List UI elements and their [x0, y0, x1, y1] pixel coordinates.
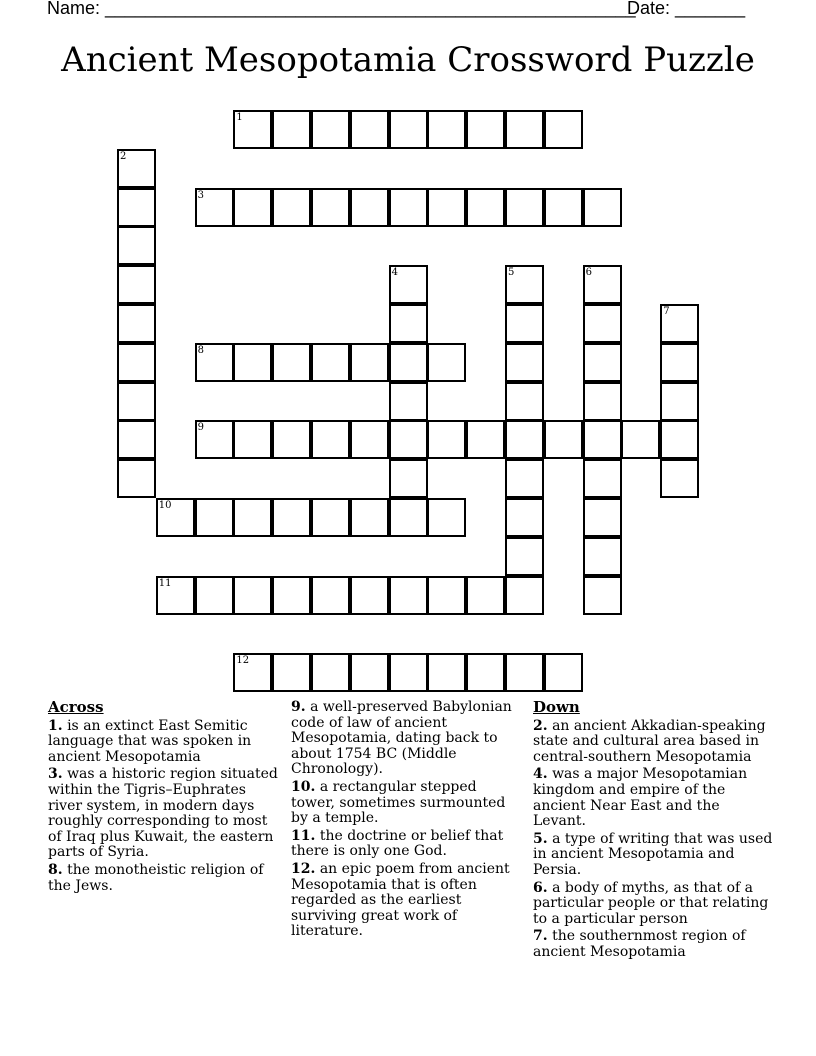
grid-cell[interactable]: [583, 420, 622, 459]
clue-number: 8.: [48, 861, 63, 878]
clue-text: a body of myths, as that of a particular people or that relating to a particular person: [533, 879, 769, 927]
clue-number: 6.: [533, 879, 548, 896]
grid-cell[interactable]: [427, 420, 466, 459]
grid-cell[interactable]: [621, 420, 660, 459]
grid-cell[interactable]: [505, 653, 544, 692]
grid-cell[interactable]: [350, 110, 389, 149]
clue-number: 9: [197, 422, 204, 434]
across-clue: [291, 829, 523, 860]
clue-number: 12.: [291, 860, 316, 877]
grid-cell[interactable]: [505, 343, 544, 382]
clue-number: 10: [158, 500, 172, 511]
grid-cell[interactable]: [427, 498, 466, 537]
grid-cell[interactable]: [505, 498, 544, 537]
grid-cell[interactable]: [117, 382, 156, 421]
grid-cell[interactable]: [660, 304, 699, 343]
grid-cell[interactable]: [583, 498, 622, 537]
grid-cell[interactable]: [350, 576, 389, 615]
grid-cell[interactable]: [156, 498, 195, 537]
down-clue: [533, 719, 773, 766]
clue-number: 11.: [291, 827, 316, 844]
page-title: Ancient Mesopotamia Crossword Puzzle: [61, 40, 755, 80]
grid-cell[interactable]: [389, 188, 428, 227]
grid-cell[interactable]: [466, 110, 505, 149]
grid-cell[interactable]: [427, 653, 466, 692]
across-clue: [291, 862, 523, 940]
down-clue: [533, 881, 773, 928]
clue-number: 4.: [533, 766, 548, 783]
grid-cell[interactable]: [233, 576, 272, 615]
grid-cell[interactable]: [389, 343, 428, 382]
grid-cell[interactable]: [505, 188, 544, 227]
grid-cell[interactable]: [583, 537, 622, 576]
down-heading: Down: [533, 698, 580, 716]
grid-cell[interactable]: [389, 653, 428, 692]
grid-cell[interactable]: [272, 498, 311, 537]
clue-text: is an extinct East Semitic language that was spoken in ancient Mesopotamia: [48, 717, 252, 765]
date-label: Date:: [627, 0, 671, 18]
grid-cell[interactable]: [311, 110, 350, 149]
down-clue: [533, 832, 773, 879]
across-clue: [48, 863, 280, 894]
clue-text: an epic poem from ancient Mesopotamia that is often regarded as the earliest surviving great work of literature.: [291, 860, 510, 940]
grid-cell[interactable]: [311, 188, 350, 227]
grid-cell[interactable]: [350, 653, 389, 692]
grid-cell[interactable]: [466, 188, 505, 227]
grid-cell[interactable]: [544, 420, 583, 459]
clue-text: was a major Mesopotamian kingdom and empire of the ancient Near East and the Levant.: [533, 766, 748, 830]
grid-cell[interactable]: [505, 382, 544, 421]
clue-number: 10.: [291, 778, 316, 795]
clue-number: 2: [120, 150, 127, 162]
grid-cell[interactable]: [466, 653, 505, 692]
across-clue: [291, 780, 523, 827]
grid-cell[interactable]: [505, 265, 544, 304]
grid-cell[interactable]: [156, 576, 195, 615]
grid-cell[interactable]: [117, 149, 156, 188]
grid-cell[interactable]: [117, 188, 156, 227]
grid-cell[interactable]: [195, 343, 234, 382]
clue-number: 2.: [533, 717, 548, 734]
grid-cell[interactable]: [389, 304, 428, 343]
grid-cell[interactable]: [427, 576, 466, 615]
grid-cell[interactable]: [233, 110, 272, 149]
clue-number: 4: [391, 267, 398, 279]
clue-text: was a historic region situated within the Tigris–Euphrates river system, in modern days roughly corresponding to most of Iraq plus Kuwait, the eastern parts of Syria.: [48, 766, 278, 861]
grid-cell[interactable]: [233, 188, 272, 227]
down-clue: [533, 767, 773, 829]
date-line: _______: [675, 0, 746, 18]
clue-text: a type of writing that was used in ancient Mesopotamia and Persia.: [533, 830, 773, 878]
clue-number: 1: [236, 112, 243, 123]
grid-cell[interactable]: [233, 420, 272, 459]
clue-number: 7: [663, 306, 670, 317]
grid-cell[interactable]: [117, 459, 156, 498]
grid-cell[interactable]: [389, 265, 428, 304]
grid-cell[interactable]: [272, 110, 311, 149]
grid-cell[interactable]: [389, 576, 428, 615]
grid-cell[interactable]: [427, 110, 466, 149]
across-heading: Across: [48, 698, 104, 716]
grid-cell[interactable]: [117, 343, 156, 382]
grid-cell[interactable]: [117, 265, 156, 304]
grid-cell[interactable]: [583, 343, 622, 382]
across-clue: [48, 767, 280, 861]
grid-cell[interactable]: [427, 188, 466, 227]
grid-cell[interactable]: [505, 576, 544, 615]
grid-cell[interactable]: [505, 110, 544, 149]
grid-cell[interactable]: [427, 343, 466, 382]
grid-cell[interactable]: [505, 459, 544, 498]
grid-cell[interactable]: [272, 343, 311, 382]
grid-cell[interactable]: [350, 188, 389, 227]
name-line: _____________________________________________________: [105, 0, 636, 18]
across-clues-continued: [291, 700, 523, 942]
grid-cell[interactable]: [544, 188, 583, 227]
grid-cell[interactable]: [583, 265, 622, 304]
grid-cell[interactable]: [660, 382, 699, 421]
grid-cell[interactable]: [311, 420, 350, 459]
grid-cell[interactable]: [583, 576, 622, 615]
grid-cell[interactable]: [195, 576, 234, 615]
grid-cell[interactable]: [272, 576, 311, 615]
grid-cell[interactable]: [233, 343, 272, 382]
clue-number: 7.: [533, 928, 548, 945]
grid-cell[interactable]: [117, 226, 156, 265]
grid-cell[interactable]: [350, 343, 389, 382]
grid-cell[interactable]: [544, 653, 583, 692]
grid-cell[interactable]: [583, 188, 622, 227]
grid-cell[interactable]: [389, 498, 428, 537]
clue-number: 8: [197, 344, 204, 356]
clue-number: 5.: [533, 830, 548, 847]
down-clue: [533, 929, 773, 960]
grid-cell[interactable]: [233, 653, 272, 692]
grid-cell[interactable]: [311, 653, 350, 692]
clue-number: 5: [508, 267, 515, 279]
grid-cell[interactable]: [233, 498, 272, 537]
grid-cell[interactable]: [660, 459, 699, 498]
grid-cell[interactable]: [389, 459, 428, 498]
grid-cell[interactable]: [272, 653, 311, 692]
grid-cell[interactable]: [195, 420, 234, 459]
clue-number: 1.: [48, 717, 63, 734]
grid-cell[interactable]: [117, 420, 156, 459]
clue-number: 3.: [48, 766, 63, 783]
clue-number: 11: [158, 577, 172, 589]
across-clues: [48, 700, 280, 896]
name-label: Name:: [47, 0, 101, 18]
grid-cell[interactable]: [311, 576, 350, 615]
clue-text: the doctrine or belief that there is only one God.: [291, 827, 504, 860]
clue-text: the monotheistic religion of the Jews.: [48, 861, 264, 894]
grid-cell[interactable]: [466, 420, 505, 459]
grid-cell[interactable]: [505, 304, 544, 343]
grid-cell[interactable]: [311, 498, 350, 537]
grid-cell[interactable]: [583, 304, 622, 343]
grid-cell[interactable]: [272, 420, 311, 459]
grid-cell[interactable]: [660, 420, 699, 459]
grid-cell[interactable]: [195, 188, 234, 227]
grid-cell[interactable]: [544, 110, 583, 149]
down-clues: [533, 700, 773, 963]
grid-cell[interactable]: [389, 420, 428, 459]
grid-cell[interactable]: [272, 188, 311, 227]
clue-text: an ancient Akkadian-speaking state and cultural area based in central-southern Mesopotamia: [533, 717, 766, 765]
clue-text: the southernmost region of ancient Mesopotamia: [533, 928, 746, 960]
clue-text: a rectangular stepped tower, sometimes surmounted by a temple.: [291, 778, 506, 827]
grid-cell[interactable]: [505, 420, 544, 459]
grid-cell[interactable]: [117, 304, 156, 343]
clue-number: 9.: [291, 699, 306, 715]
clue-text: a well-preserved Babylonian code of law of ancient Mesopotamia, dating back to about 1754 BC (Middle Chronology).: [291, 699, 512, 778]
grid-cell[interactable]: [466, 576, 505, 615]
clue-number: 3: [197, 189, 204, 201]
across-clue: [48, 719, 280, 766]
clue-number: 6: [585, 267, 592, 279]
clue-number: 12: [236, 655, 250, 667]
grid-cell[interactable]: [660, 343, 699, 382]
across-clue: [291, 700, 523, 778]
grid-cell[interactable]: [350, 420, 389, 459]
grid-cell[interactable]: [389, 382, 428, 421]
grid-cell[interactable]: [505, 537, 544, 576]
grid-cell[interactable]: [389, 110, 428, 149]
grid-cell[interactable]: [583, 382, 622, 421]
grid-cell[interactable]: [350, 498, 389, 537]
grid-cell[interactable]: [583, 459, 622, 498]
grid-cell[interactable]: [195, 498, 234, 537]
grid-cell[interactable]: [311, 343, 350, 382]
